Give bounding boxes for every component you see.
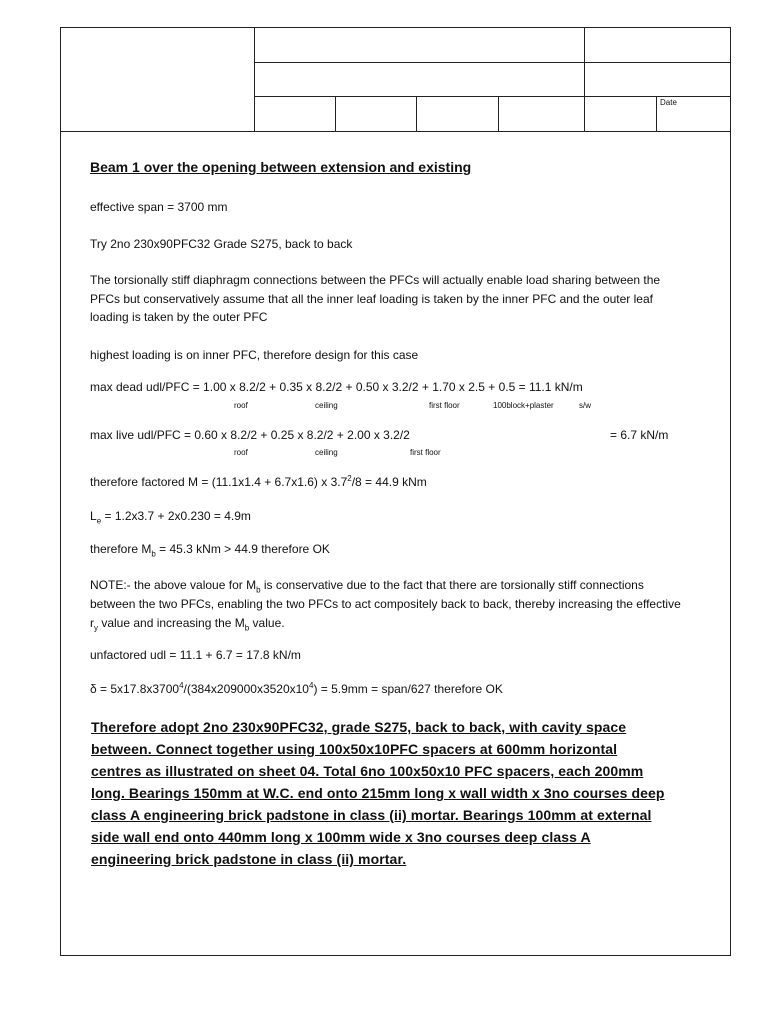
conclusion-line: engineering brick padstone in class (ii) mortar.: [91, 851, 407, 867]
torsion-paragraph-line: loading is taken by the outer PFC: [90, 310, 268, 324]
max-live-result: = 6.7 kN/m: [610, 428, 669, 442]
torsion-paragraph-line: The torsionally stiff diaphragm connections between the PFCs will actually enable load sharing between the: [90, 273, 661, 287]
load-label-ceiling: ceiling: [315, 401, 338, 410]
effective-length-line: $L_e = 1.2x3.7 + 2x0.230 = 4.9m$: [90, 509, 251, 526]
factored-moment-line: therefore factored M = (11.1x1.4 + 6.7x1.6) x $3.7^2/8 = 44.9$ kNm: [90, 474, 427, 489]
max-dead-line: max dead udl/PFC = 1.00 x 8.2/2 + 0.35 x 8.2/2 + 0.50 x 3.2/2 + 1.70 x 2.5 + 0.5 = 11.1 kN/m: [90, 380, 583, 394]
load-label-sw: s/w: [579, 401, 591, 410]
deflection-line: $\delta = 5x17.8x3700^4/(384x209000x3520x10^4) = 5.9mm$ = span/627 therefore OK: [90, 681, 503, 696]
load-label-first-floor: first floor: [410, 448, 441, 457]
tb-divider: [498, 96, 499, 132]
conclusion-line: side wall end onto 440mm long x 100mm wide x 3no courses deep class A: [91, 829, 591, 845]
unfactored-udl-line: unfactored udl = 11.1 + 6.7 = 17.8 kN/m: [90, 648, 301, 662]
try-section-line: Try 2no 230x90PFC32 Grade S275, back to back: [90, 237, 353, 251]
load-label-roof: roof: [234, 448, 248, 457]
tb-divider: [254, 28, 255, 132]
note-line: $r_y$ value and increasing the $M_b$ value.: [90, 616, 285, 633]
date-label: Date: [660, 98, 677, 107]
note-line: NOTE:- the above valoue for $M_b$ is conservative due to the fact that there are torsionally stiff connections: [90, 578, 644, 595]
tb-divider: [335, 96, 336, 132]
load-label-block: 100block+plaster: [493, 401, 554, 410]
load-label-first-floor: first floor: [429, 401, 460, 410]
conclusion-line: between. Connect together using 100x50x10PFC spacers at 600mm horizontal: [91, 741, 618, 757]
tb-divider: [584, 28, 585, 132]
conclusion-line: centres as illustrated on sheet 04. Total 6no 100x50x10 PFC spacers, each 200mm: [91, 763, 644, 779]
note-line: between the two PFCs, enabling the two PFCs to act compositely back to back, thereby increasing the effective: [90, 597, 681, 611]
conclusion-line: long. Bearings 150mm at W.C. end onto 215mm long x wall width x 3no courses deep: [91, 785, 665, 801]
load-label-roof: roof: [234, 401, 248, 410]
conclusion-line: Therefore adopt 2no 230x90PFC32, grade S275, back to back, with cavity space: [91, 719, 627, 735]
conclusion-paragraph: [91, 716, 741, 870]
tb-divider: [416, 96, 417, 132]
conclusion-line: class A engineering brick padstone in class (ii) mortar. Bearings 100mm at external: [91, 807, 652, 823]
load-label-ceiling: ceiling: [315, 448, 338, 457]
tb-divider: [254, 62, 731, 63]
highest-loading-line: highest loading is on inner PFC, therefore design for this case: [90, 348, 419, 362]
moment-capacity-line: therefore $M_b = 45.3$ kNm > 44.9 therefore OK: [90, 542, 330, 559]
torsion-paragraph-line: PFCs but conservatively assume that all the inner leaf loading is taken by the inner PFC and the outer leaf: [90, 292, 653, 306]
title-block: [61, 28, 730, 132]
section-heading: Beam 1 over the opening between extension and existing: [90, 159, 472, 175]
tb-divider: [254, 96, 731, 97]
max-live-line: max live udl/PFC = 0.60 x 8.2/2 + 0.25 x 8.2/2 + 2.00 x 3.2/2: [90, 428, 410, 442]
tb-divider: [656, 96, 657, 132]
calc-sheet: [60, 27, 731, 956]
effective-span-line: effective span = 3700 mm: [90, 200, 228, 214]
